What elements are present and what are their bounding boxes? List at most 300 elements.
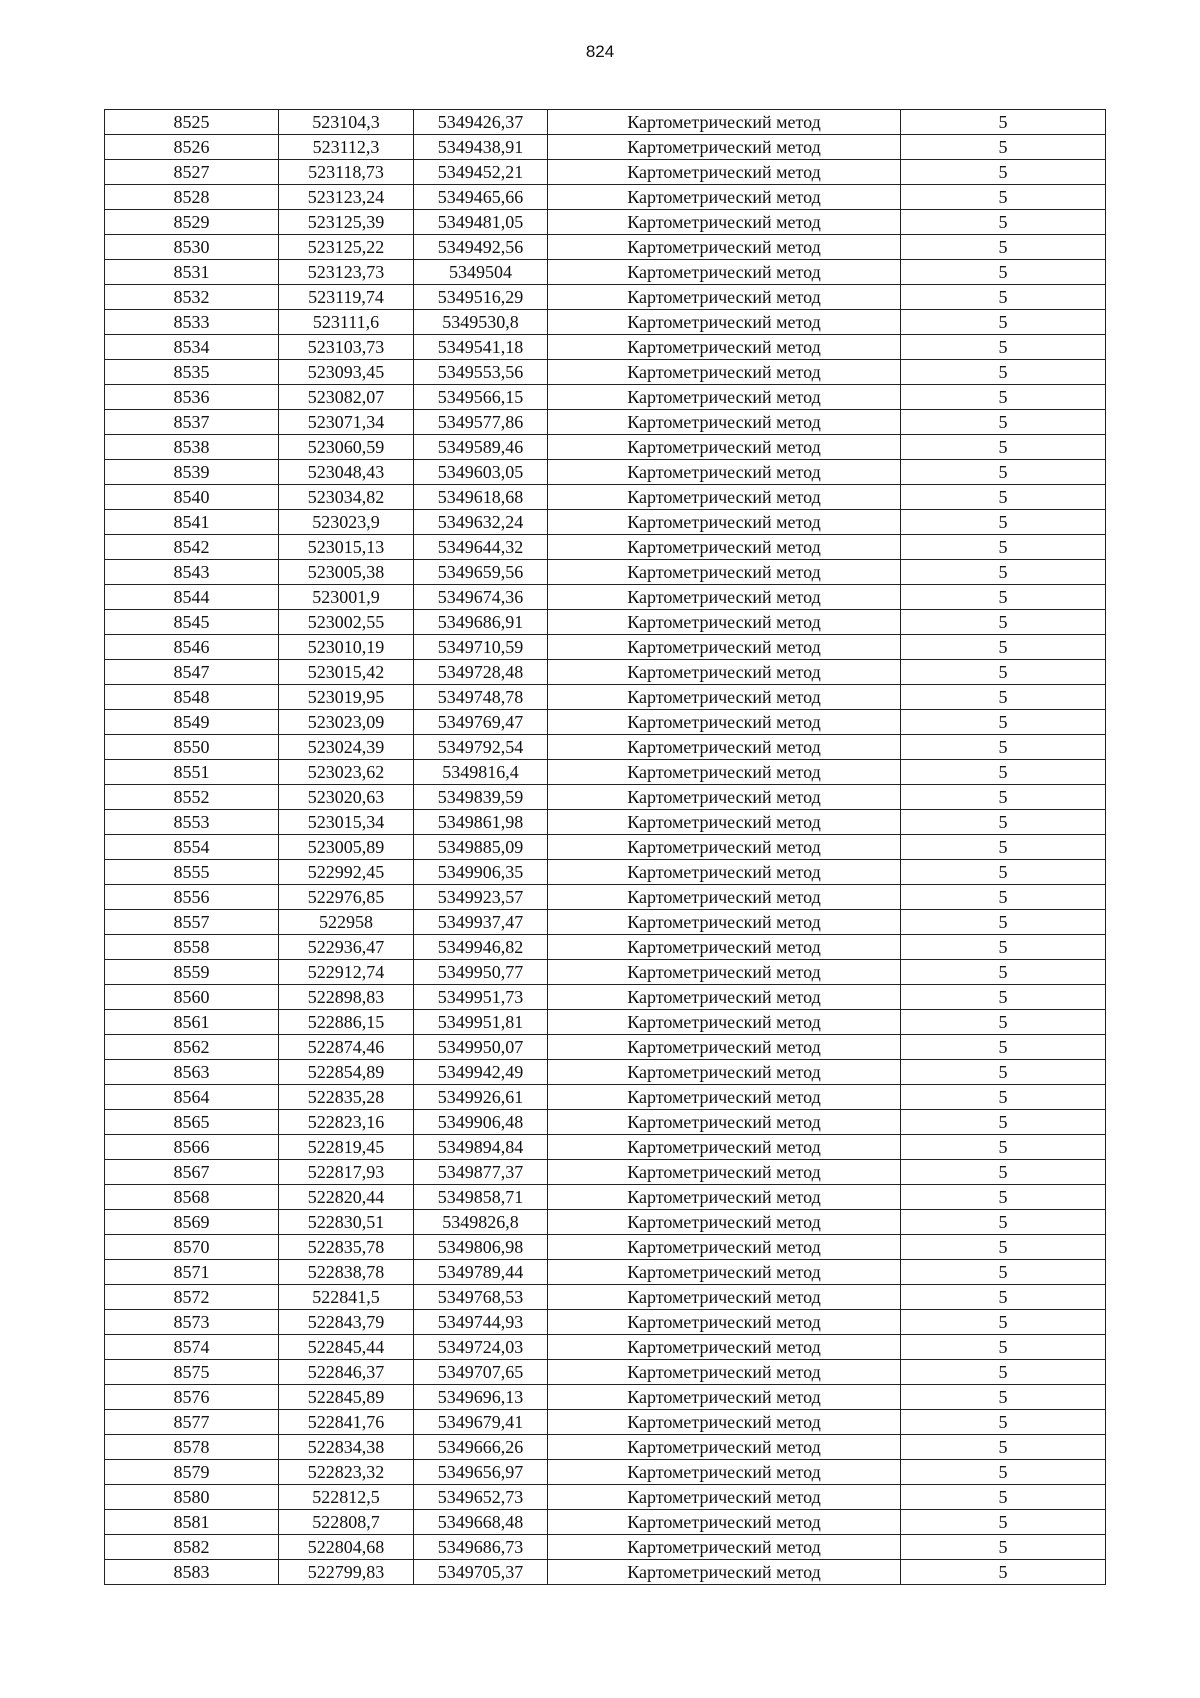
- y-coordinate-cell: 5349923,57: [414, 885, 548, 910]
- accuracy-cell: 5: [901, 485, 1106, 510]
- table-row: [105, 510, 1106, 535]
- x-coordinate-cell: 523015,13: [279, 535, 414, 560]
- y-coordinate-cell: 5349541,18: [414, 335, 548, 360]
- accuracy-cell: 5: [901, 210, 1106, 235]
- x-coordinate-cell: 523103,73: [279, 335, 414, 360]
- point-number-cell: 8529: [105, 210, 279, 235]
- method-cell: Картометрический метод: [548, 135, 901, 160]
- table-row: [105, 985, 1106, 1010]
- accuracy-cell: 5: [901, 560, 1106, 585]
- point-number-cell: 8538: [105, 435, 279, 460]
- table-row: [105, 1460, 1106, 1485]
- y-coordinate-cell: 5349686,73: [414, 1535, 548, 1560]
- accuracy-cell: 5: [901, 710, 1106, 735]
- point-number-cell: 8563: [105, 1060, 279, 1085]
- accuracy-cell: 5: [901, 1485, 1106, 1510]
- method-cell: Картометрический метод: [548, 1110, 901, 1135]
- y-coordinate-cell: 5349769,47: [414, 710, 548, 735]
- accuracy-cell: 5: [901, 310, 1106, 335]
- table-row: [105, 335, 1106, 360]
- x-coordinate-cell: 522820,44: [279, 1185, 414, 1210]
- point-number-cell: 8555: [105, 860, 279, 885]
- point-number-cell: 8558: [105, 935, 279, 960]
- x-coordinate-cell: 523002,55: [279, 610, 414, 635]
- table-row: [105, 285, 1106, 310]
- point-number-cell: 8570: [105, 1235, 279, 1260]
- method-cell: Картометрический метод: [548, 810, 901, 835]
- table-row: [105, 460, 1106, 485]
- x-coordinate-cell: 522874,46: [279, 1035, 414, 1060]
- point-number-cell: 8574: [105, 1335, 279, 1360]
- x-coordinate-cell: 523125,39: [279, 210, 414, 235]
- table-row: [105, 935, 1106, 960]
- y-coordinate-cell: 5349942,49: [414, 1060, 548, 1085]
- table-row: [105, 685, 1106, 710]
- table-row: [105, 1310, 1106, 1335]
- point-number-cell: 8543: [105, 560, 279, 585]
- x-coordinate-cell: 522804,68: [279, 1535, 414, 1560]
- accuracy-cell: 5: [901, 1560, 1106, 1585]
- method-cell: Картометрический метод: [548, 1035, 901, 1060]
- method-cell: Картометрический метод: [548, 485, 901, 510]
- method-cell: Картометрический метод: [548, 160, 901, 185]
- method-cell: Картометрический метод: [548, 1235, 901, 1260]
- accuracy-cell: 5: [901, 1510, 1106, 1535]
- accuracy-cell: 5: [901, 1185, 1106, 1210]
- accuracy-cell: 5: [901, 835, 1106, 860]
- table-row: [105, 1160, 1106, 1185]
- accuracy-cell: 5: [901, 1460, 1106, 1485]
- table-row: [105, 310, 1106, 335]
- x-coordinate-cell: 522823,32: [279, 1460, 414, 1485]
- point-number-cell: 8573: [105, 1310, 279, 1335]
- x-coordinate-cell: 523023,62: [279, 760, 414, 785]
- y-coordinate-cell: 5349906,35: [414, 860, 548, 885]
- point-number-cell: 8566: [105, 1135, 279, 1160]
- method-cell: Картометрический метод: [548, 1485, 901, 1510]
- x-coordinate-cell: 522936,47: [279, 935, 414, 960]
- point-number-cell: 8579: [105, 1460, 279, 1485]
- table-row: [105, 910, 1106, 935]
- accuracy-cell: 5: [901, 1260, 1106, 1285]
- x-coordinate-cell: 522808,7: [279, 1510, 414, 1535]
- table-row: [105, 610, 1106, 635]
- x-coordinate-cell: 522854,89: [279, 1060, 414, 1085]
- point-number-cell: 8552: [105, 785, 279, 810]
- y-coordinate-cell: 5349951,81: [414, 1010, 548, 1035]
- point-number-cell: 8561: [105, 1010, 279, 1035]
- x-coordinate-cell: 522834,38: [279, 1435, 414, 1460]
- table-row: [105, 435, 1106, 460]
- point-number-cell: 8541: [105, 510, 279, 535]
- y-coordinate-cell: 5349950,07: [414, 1035, 548, 1060]
- y-coordinate-cell: 5349728,48: [414, 660, 548, 685]
- x-coordinate-cell: 523001,9: [279, 585, 414, 610]
- x-coordinate-cell: 523123,24: [279, 185, 414, 210]
- table-row: [105, 1385, 1106, 1410]
- point-number-cell: 8569: [105, 1210, 279, 1235]
- method-cell: Картометрический метод: [548, 410, 901, 435]
- accuracy-cell: 5: [901, 335, 1106, 360]
- x-coordinate-cell: 523082,07: [279, 385, 414, 410]
- method-cell: Картометрический метод: [548, 885, 901, 910]
- method-cell: Картометрический метод: [548, 1060, 901, 1085]
- x-coordinate-cell: 522799,83: [279, 1560, 414, 1585]
- coordinates-table: [104, 109, 1106, 1585]
- x-coordinate-cell: 523034,82: [279, 485, 414, 510]
- x-coordinate-cell: 522912,74: [279, 960, 414, 985]
- method-cell: Картометрический метод: [548, 785, 901, 810]
- y-coordinate-cell: 5349644,32: [414, 535, 548, 560]
- method-cell: Картометрический метод: [548, 735, 901, 760]
- method-cell: Картометрический метод: [548, 1435, 901, 1460]
- method-cell: Картометрический метод: [548, 1535, 901, 1560]
- table-row: [105, 1085, 1106, 1110]
- y-coordinate-cell: 5349465,66: [414, 185, 548, 210]
- table-row: [105, 1335, 1106, 1360]
- x-coordinate-cell: 522817,93: [279, 1160, 414, 1185]
- accuracy-cell: 5: [901, 1535, 1106, 1560]
- y-coordinate-cell: 5349946,82: [414, 935, 548, 960]
- accuracy-cell: 5: [901, 635, 1106, 660]
- method-cell: Картометрический метод: [548, 260, 901, 285]
- y-coordinate-cell: 5349858,71: [414, 1185, 548, 1210]
- accuracy-cell: 5: [901, 1310, 1106, 1335]
- accuracy-cell: 5: [901, 160, 1106, 185]
- accuracy-cell: 5: [901, 135, 1106, 160]
- accuracy-cell: 5: [901, 885, 1106, 910]
- table-row: [105, 1060, 1106, 1085]
- point-number-cell: 8533: [105, 310, 279, 335]
- method-cell: Картометрический метод: [548, 1085, 901, 1110]
- y-coordinate-cell: 5349652,73: [414, 1485, 548, 1510]
- y-coordinate-cell: 5349748,78: [414, 685, 548, 710]
- method-cell: Картометрический метод: [548, 235, 901, 260]
- table-row: [105, 1285, 1106, 1310]
- point-number-cell: 8540: [105, 485, 279, 510]
- table-row: [105, 760, 1106, 785]
- method-cell: Картометрический метод: [548, 585, 901, 610]
- accuracy-cell: 5: [901, 685, 1106, 710]
- method-cell: Картометрический метод: [548, 1560, 901, 1585]
- table-row: [105, 885, 1106, 910]
- method-cell: Картометрический метод: [548, 860, 901, 885]
- point-number-cell: 8526: [105, 135, 279, 160]
- y-coordinate-cell: 5349618,68: [414, 485, 548, 510]
- point-number-cell: 8535: [105, 360, 279, 385]
- point-number-cell: 8551: [105, 760, 279, 785]
- point-number-cell: 8562: [105, 1035, 279, 1060]
- x-coordinate-cell: 522835,28: [279, 1085, 414, 1110]
- accuracy-cell: 5: [901, 185, 1106, 210]
- y-coordinate-cell: 5349826,8: [414, 1210, 548, 1235]
- x-coordinate-cell: 522835,78: [279, 1235, 414, 1260]
- table-row: [105, 835, 1106, 860]
- x-coordinate-cell: 523118,73: [279, 160, 414, 185]
- y-coordinate-cell: 5349589,46: [414, 435, 548, 460]
- y-coordinate-cell: 5349792,54: [414, 735, 548, 760]
- x-coordinate-cell: 523060,59: [279, 435, 414, 460]
- y-coordinate-cell: 5349789,44: [414, 1260, 548, 1285]
- table-row: [105, 385, 1106, 410]
- y-coordinate-cell: 5349530,8: [414, 310, 548, 335]
- table-row: [105, 1535, 1106, 1560]
- y-coordinate-cell: 5349656,97: [414, 1460, 548, 1485]
- y-coordinate-cell: 5349950,77: [414, 960, 548, 985]
- table-row: [105, 410, 1106, 435]
- y-coordinate-cell: 5349679,41: [414, 1410, 548, 1435]
- table-row: [105, 560, 1106, 585]
- method-cell: Картометрический метод: [548, 1310, 901, 1335]
- y-coordinate-cell: 5349438,91: [414, 135, 548, 160]
- x-coordinate-cell: 523024,39: [279, 735, 414, 760]
- method-cell: Картометрический метод: [548, 660, 901, 685]
- table-row: [105, 1035, 1106, 1060]
- method-cell: Картометрический метод: [548, 385, 901, 410]
- point-number-cell: 8583: [105, 1560, 279, 1585]
- x-coordinate-cell: 522958: [279, 910, 414, 935]
- point-number-cell: 8536: [105, 385, 279, 410]
- y-coordinate-cell: 5349877,37: [414, 1160, 548, 1185]
- method-cell: Картометрический метод: [548, 310, 901, 335]
- table-row: [105, 160, 1106, 185]
- table-row: [105, 810, 1106, 835]
- method-cell: Картометрический метод: [548, 910, 901, 935]
- point-number-cell: 8548: [105, 685, 279, 710]
- method-cell: Картометрический метод: [548, 1335, 901, 1360]
- x-coordinate-cell: 522819,45: [279, 1135, 414, 1160]
- accuracy-cell: 5: [901, 1135, 1106, 1160]
- y-coordinate-cell: 5349816,4: [414, 760, 548, 785]
- point-number-cell: 8567: [105, 1160, 279, 1185]
- x-coordinate-cell: 523019,95: [279, 685, 414, 710]
- y-coordinate-cell: 5349894,84: [414, 1135, 548, 1160]
- method-cell: Картометрический метод: [548, 635, 901, 660]
- method-cell: Картометрический метод: [548, 535, 901, 560]
- method-cell: Картометрический метод: [548, 335, 901, 360]
- accuracy-cell: 5: [901, 360, 1106, 385]
- point-number-cell: 8525: [105, 110, 279, 135]
- method-cell: Картометрический метод: [548, 185, 901, 210]
- accuracy-cell: 5: [901, 785, 1106, 810]
- y-coordinate-cell: 5349504: [414, 260, 548, 285]
- x-coordinate-cell: 522812,5: [279, 1485, 414, 1510]
- table-row: [105, 960, 1106, 985]
- table-row: [105, 1435, 1106, 1460]
- point-number-cell: 8549: [105, 710, 279, 735]
- method-cell: Картометрический метод: [548, 560, 901, 585]
- table-row: [105, 710, 1106, 735]
- method-cell: Картометрический метод: [548, 1135, 901, 1160]
- y-coordinate-cell: 5349668,48: [414, 1510, 548, 1535]
- y-coordinate-cell: 5349951,73: [414, 985, 548, 1010]
- table-row: [105, 660, 1106, 685]
- point-number-cell: 8527: [105, 160, 279, 185]
- table-row: [105, 785, 1106, 810]
- accuracy-cell: 5: [901, 1435, 1106, 1460]
- point-number-cell: 8542: [105, 535, 279, 560]
- x-coordinate-cell: 523112,3: [279, 135, 414, 160]
- y-coordinate-cell: 5349603,05: [414, 460, 548, 485]
- y-coordinate-cell: 5349937,47: [414, 910, 548, 935]
- x-coordinate-cell: 523104,3: [279, 110, 414, 135]
- accuracy-cell: 5: [901, 960, 1106, 985]
- table-row: [105, 1010, 1106, 1035]
- method-cell: Картометрический метод: [548, 460, 901, 485]
- point-number-cell: 8560: [105, 985, 279, 1010]
- y-coordinate-cell: 5349492,56: [414, 235, 548, 260]
- table-row: [105, 185, 1106, 210]
- accuracy-cell: 5: [901, 660, 1106, 685]
- x-coordinate-cell: 523111,6: [279, 310, 414, 335]
- table-row: [105, 1210, 1106, 1235]
- table-row: [105, 1360, 1106, 1385]
- table-row: [105, 235, 1106, 260]
- x-coordinate-cell: 522898,83: [279, 985, 414, 1010]
- table-row: [105, 1510, 1106, 1535]
- y-coordinate-cell: 5349906,48: [414, 1110, 548, 1135]
- method-cell: Картометрический метод: [548, 760, 901, 785]
- point-number-cell: 8534: [105, 335, 279, 360]
- x-coordinate-cell: 523071,34: [279, 410, 414, 435]
- accuracy-cell: 5: [901, 1285, 1106, 1310]
- table-row: [105, 210, 1106, 235]
- method-cell: Картометрический метод: [548, 685, 901, 710]
- point-number-cell: 8568: [105, 1185, 279, 1210]
- accuracy-cell: 5: [901, 1060, 1106, 1085]
- accuracy-cell: 5: [901, 1010, 1106, 1035]
- point-number-cell: 8581: [105, 1510, 279, 1535]
- x-coordinate-cell: 523023,09: [279, 710, 414, 735]
- x-coordinate-cell: 523123,73: [279, 260, 414, 285]
- accuracy-cell: 5: [901, 1160, 1106, 1185]
- y-coordinate-cell: 5349705,37: [414, 1560, 548, 1585]
- y-coordinate-cell: 5349710,59: [414, 635, 548, 660]
- x-coordinate-cell: 522846,37: [279, 1360, 414, 1385]
- accuracy-cell: 5: [901, 235, 1106, 260]
- x-coordinate-cell: 522886,15: [279, 1010, 414, 1035]
- accuracy-cell: 5: [901, 110, 1106, 135]
- point-number-cell: 8578: [105, 1435, 279, 1460]
- method-cell: Картометрический метод: [548, 1360, 901, 1385]
- point-number-cell: 8545: [105, 610, 279, 635]
- table-row: [105, 860, 1106, 885]
- point-number-cell: 8539: [105, 460, 279, 485]
- x-coordinate-cell: 523015,42: [279, 660, 414, 685]
- point-number-cell: 8582: [105, 1535, 279, 1560]
- accuracy-cell: 5: [901, 860, 1106, 885]
- accuracy-cell: 5: [901, 410, 1106, 435]
- point-number-cell: 8572: [105, 1285, 279, 1310]
- accuracy-cell: 5: [901, 1385, 1106, 1410]
- method-cell: Картометрический метод: [548, 110, 901, 135]
- x-coordinate-cell: 522845,44: [279, 1335, 414, 1360]
- method-cell: Картометрический метод: [548, 1010, 901, 1035]
- x-coordinate-cell: 523125,22: [279, 235, 414, 260]
- x-coordinate-cell: 522976,85: [279, 885, 414, 910]
- y-coordinate-cell: 5349674,36: [414, 585, 548, 610]
- method-cell: Картометрический метод: [548, 710, 901, 735]
- table-row: [105, 635, 1106, 660]
- method-cell: Картометрический метод: [548, 1410, 901, 1435]
- table-row: [105, 360, 1106, 385]
- accuracy-cell: 5: [901, 385, 1106, 410]
- point-number-cell: 8528: [105, 185, 279, 210]
- point-number-cell: 8577: [105, 1410, 279, 1435]
- table-row: [105, 1110, 1106, 1135]
- x-coordinate-cell: 523048,43: [279, 460, 414, 485]
- table-row: [105, 110, 1106, 135]
- point-number-cell: 8531: [105, 260, 279, 285]
- accuracy-cell: 5: [901, 760, 1106, 785]
- y-coordinate-cell: 5349659,56: [414, 560, 548, 585]
- point-number-cell: 8564: [105, 1085, 279, 1110]
- x-coordinate-cell: 523010,19: [279, 635, 414, 660]
- point-number-cell: 8580: [105, 1485, 279, 1510]
- method-cell: Картометрический метод: [548, 285, 901, 310]
- method-cell: Картометрический метод: [548, 610, 901, 635]
- method-cell: Картометрический метод: [548, 1210, 901, 1235]
- table-body: [105, 110, 1106, 1585]
- point-number-cell: 8544: [105, 585, 279, 610]
- y-coordinate-cell: 5349632,24: [414, 510, 548, 535]
- point-number-cell: 8571: [105, 1260, 279, 1285]
- y-coordinate-cell: 5349926,61: [414, 1085, 548, 1110]
- method-cell: Картометрический метод: [548, 435, 901, 460]
- y-coordinate-cell: 5349861,98: [414, 810, 548, 835]
- table-row: [105, 1185, 1106, 1210]
- accuracy-cell: 5: [901, 1085, 1106, 1110]
- table-row: [105, 485, 1106, 510]
- accuracy-cell: 5: [901, 460, 1106, 485]
- x-coordinate-cell: 522838,78: [279, 1260, 414, 1285]
- y-coordinate-cell: 5349452,21: [414, 160, 548, 185]
- table-row: [105, 585, 1106, 610]
- x-coordinate-cell: 522823,16: [279, 1110, 414, 1135]
- y-coordinate-cell: 5349577,86: [414, 410, 548, 435]
- accuracy-cell: 5: [901, 810, 1106, 835]
- x-coordinate-cell: 523020,63: [279, 785, 414, 810]
- x-coordinate-cell: 522992,45: [279, 860, 414, 885]
- x-coordinate-cell: 522841,5: [279, 1285, 414, 1310]
- accuracy-cell: 5: [901, 510, 1106, 535]
- x-coordinate-cell: 523005,38: [279, 560, 414, 585]
- accuracy-cell: 5: [901, 1235, 1106, 1260]
- y-coordinate-cell: 5349707,65: [414, 1360, 548, 1385]
- y-coordinate-cell: 5349666,26: [414, 1435, 548, 1460]
- point-number-cell: 8559: [105, 960, 279, 985]
- point-number-cell: 8537: [105, 410, 279, 435]
- accuracy-cell: 5: [901, 1360, 1106, 1385]
- point-number-cell: 8547: [105, 660, 279, 685]
- table-row: [105, 260, 1106, 285]
- point-number-cell: 8553: [105, 810, 279, 835]
- x-coordinate-cell: 522841,76: [279, 1410, 414, 1435]
- accuracy-cell: 5: [901, 435, 1106, 460]
- x-coordinate-cell: 523023,9: [279, 510, 414, 535]
- method-cell: Картометрический метод: [548, 960, 901, 985]
- method-cell: Картометрический метод: [548, 1185, 901, 1210]
- x-coordinate-cell: 523093,45: [279, 360, 414, 385]
- method-cell: Картометрический метод: [548, 1510, 901, 1535]
- accuracy-cell: 5: [901, 1035, 1106, 1060]
- y-coordinate-cell: 5349426,37: [414, 110, 548, 135]
- method-cell: Картометрический метод: [548, 1460, 901, 1485]
- accuracy-cell: 5: [901, 535, 1106, 560]
- accuracy-cell: 5: [901, 285, 1106, 310]
- method-cell: Картометрический метод: [548, 935, 901, 960]
- table-row: [105, 1485, 1106, 1510]
